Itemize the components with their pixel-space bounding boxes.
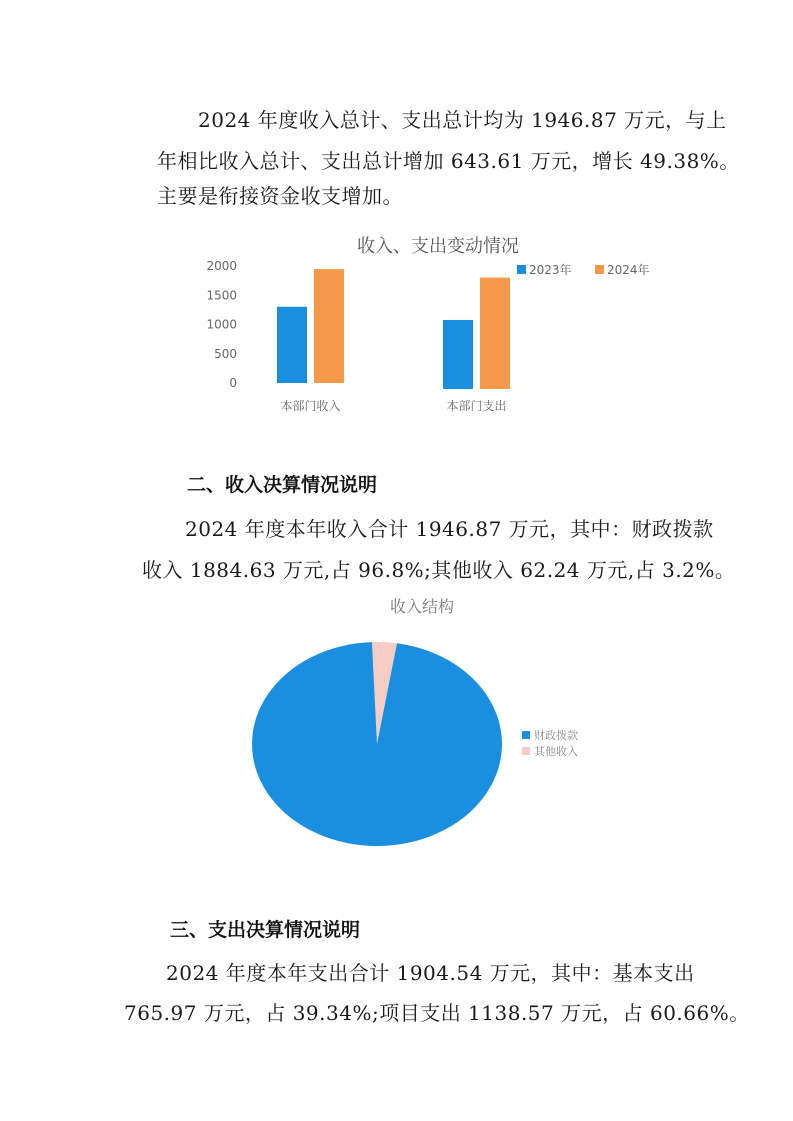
bar-expense-2023 <box>443 320 473 389</box>
pie-legend <box>522 728 578 758</box>
bar-expense-2024 <box>480 278 510 389</box>
y-tick-label: 0 <box>229 376 237 390</box>
section-income-heading: 二、收入决算情况说明 <box>187 474 378 496</box>
legend-swatch-2024 <box>595 265 604 274</box>
y-tick-label: 2000 <box>206 259 237 273</box>
section-expense-heading: 三、支出决算情况说明 <box>170 919 361 941</box>
y-tick-label: 1000 <box>206 317 237 332</box>
pie-chart <box>240 592 600 862</box>
x-axis-labels <box>280 398 506 413</box>
income-line-2: 收入 1884.63 万元,占 96.8%;其他收入 62.24 万元,占 3.2%。 <box>142 558 736 582</box>
pie-chart-title: 收入结构 <box>389 597 455 616</box>
legend-label-fiscal: 财政拨款 <box>534 729 578 742</box>
intro-line-3: 主要是衔接资金收支增加。 <box>157 184 403 208</box>
bar-chart <box>195 228 675 428</box>
expense-line-2: 765.97 万元，占 39.34%;项目支出 1138.57 万元，占 60.66%。 <box>124 1001 750 1025</box>
bar-legend <box>517 262 650 277</box>
legend-label-other: 其他收入 <box>534 745 578 758</box>
bar-chart-title: 收入、支出变动情况 <box>357 236 519 257</box>
legend-swatch-fiscal <box>522 731 530 739</box>
bar-series <box>277 269 510 389</box>
intro-line-1: 2024 年度收入总计、支出总计均为 1946.87 万元，与上 <box>198 108 727 132</box>
x-category-label: 本部门收入 <box>280 399 341 413</box>
legend-swatch-2023 <box>517 265 526 274</box>
pie-slices <box>252 642 502 846</box>
intro-line-2: 年相比收入总计、支出总计增加 643.61 万元，增长 49.38%。 <box>157 149 740 173</box>
x-category-label: 本部门支出 <box>446 399 507 413</box>
legend-label-2023: 2023年 <box>529 263 572 277</box>
expense-line-1: 2024 年度本年支出合计 1904.54 万元，其中：基本支出 <box>166 961 695 985</box>
bar-income-2023 <box>277 307 307 383</box>
y-tick-label: 1500 <box>206 288 237 303</box>
y-tick-label: 500 <box>214 346 237 361</box>
legend-swatch-other <box>522 747 530 755</box>
income-line-1: 2024 年度本年收入合计 1946.87 万元，其中：财政拨款 <box>185 517 714 541</box>
y-axis-ticks <box>206 259 237 390</box>
legend-label-2024: 2024年 <box>607 263 650 277</box>
bar-income-2024 <box>314 269 344 383</box>
